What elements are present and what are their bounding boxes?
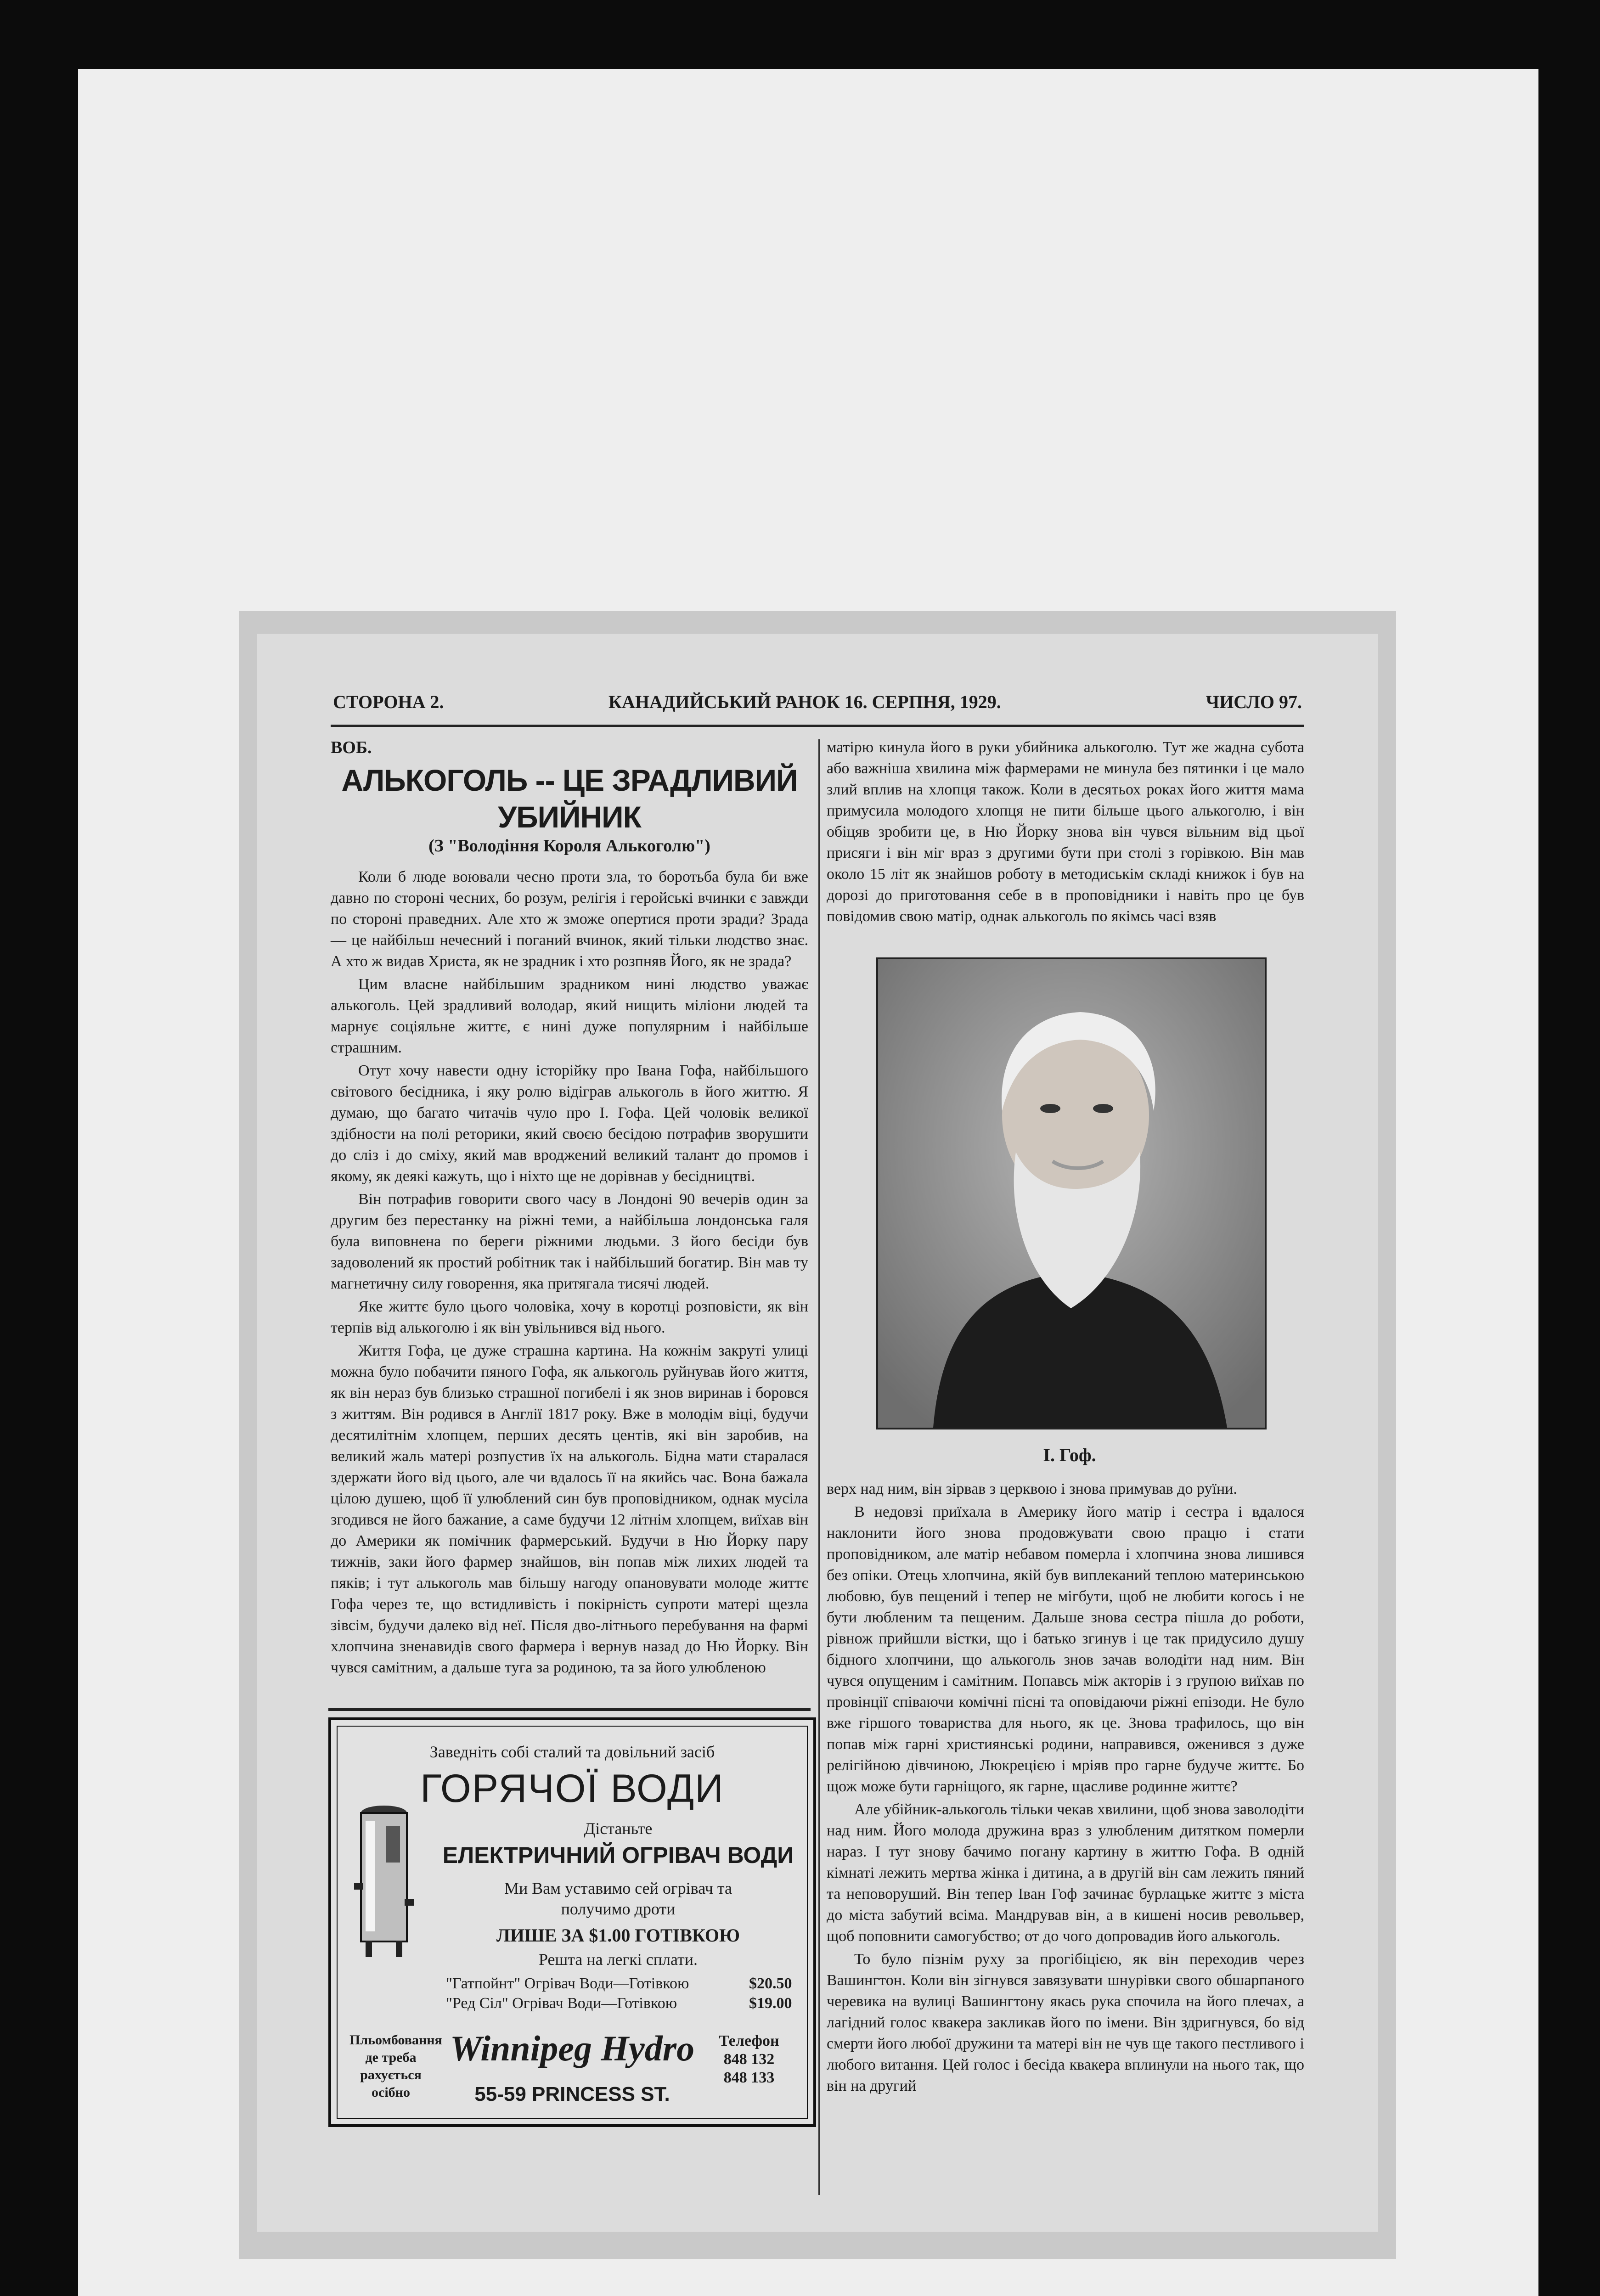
ad-plumbing-4: осібно bbox=[372, 2085, 410, 2100]
right-column-bottom bbox=[827, 1479, 1304, 2099]
paragraph: Яке життє було цього чоловіка, хочу в коротці розповісти, як він терпів від алькоголю і як він увільнився від нього. bbox=[331, 1298, 808, 1336]
paragraph: Отут хочу навести одну історійку про Івана Гофа, найбільшого світового бесідника, і яку ролю відіграв алькоголь в його життю. Я думаю, що багато читачів чуло про І. Гофа. Цей чоловік великої здібности на полі реторики, який своєю бесідою потрафив зворушити до сліз і до сміху, який мав вроджений великий талант до промов і якому, як деякі кажуть, що і ніхто ще не дорівнав у бесідництві. bbox=[331, 1062, 808, 1185]
column-divider bbox=[818, 739, 820, 2195]
header-rule bbox=[331, 725, 1304, 727]
left-column bbox=[331, 737, 808, 1680]
portrait-image bbox=[878, 959, 1265, 1428]
water-heater-icon bbox=[354, 1803, 414, 1959]
paragraph: матірю кинула його в руки убийника алькоголю. Тут же жадна субота або важніша хвилина між фармерами не минула без пятинки і це мало злий вплив на хлопця також. Коли в десятьох роках його життя мама примусила молодого хлопця не пити більше цього алькоголю, і він обіцяв зробити це, в Ню Йорку знова він чувся вільним від цьої присяги і він міг враз з другими бути при столі з горівкою. Він мав около 15 літ як знайшов роботу в методиськім складі книжок і був на дорозі до приготовання себе в в проповідники і навіть про це був повідомив свою матір, однак алькоголь по якімсь часі взяв bbox=[827, 739, 1304, 925]
paragraph: То було пізнім руху за прогібіцією, як він переходив через Вашингтон. Коли він зігнувся завязувати шнурівки свого обшарпаного черевика на вулиці Вашингтону якась рука спочила на його плечах, а лагідний голос квакера закликав його по імени. Він здригнувся, бо від смерти його любої дружини та матері він не чув ще такого пестливого і любого витання. Цей голос і бесіда квакера вплинули на нього так, що він на другий bbox=[827, 1951, 1304, 2094]
ad-plumbing-3: рахується bbox=[360, 2067, 422, 2082]
ad-get-line: Дістаньте bbox=[584, 1819, 653, 1838]
page-header bbox=[333, 691, 1302, 714]
ad-headline: ГОРЯЧОЇ ВОДИ bbox=[420, 1767, 724, 1811]
ad-price-1: $20.50 bbox=[749, 1975, 792, 1992]
paragraph: верх над ним, він зірвав з церквою і знова примував до руїни. bbox=[827, 1480, 1237, 1497]
paragraph: Цим власне найбільшим зрадником нині людство уважає алькоголь. Цей зрадливий володар, який нищить міліони людей та марнує соціяльне життє, є нині дуже популярним і найбільше страшним. bbox=[331, 976, 808, 1056]
section-label: ВОБ. bbox=[331, 738, 372, 757]
ad-install-line: Ми Вам уставимо сей огрівач та bbox=[504, 1879, 732, 1897]
page-number: СТОРОНА 2. bbox=[333, 692, 444, 712]
ad-terms: Решта на легкі сплати. bbox=[538, 1950, 698, 1969]
paragraph: Життя Гофа, це дуже страшна картина. На кожнім закруті улиці можна було побачити пяного Гофа, як алькоголь руйнував його життя, як він нераз був близько страшної погибелі і як знов виринав і боровся з життям. Він родився в Англії 1817 року. Вже в молодім віці, будучи десятилітнім хлопцем, перших десять центів, які він заробив, на великий жаль матері розпустив їх на алькоголь. Бідна мати старалася здержати його від цього, але чи вдалось її на якийсь час. Вона бажала цілою душею, щоб її улюблений син був проповідником, однак мусіла згодився не його бажание, а саме будучи 12 літнім хлопцем, виїхав він до Америки як помічник фармерський. Будучи в Ню Йорку пару тижнів, заки його фармер знайшов, він попав між лихих людей та пяків; і тут алькоголь мав більшу нагоду опановувати молоде життє Гофа через те, що встидливість і покірність супроти матері щезла зівсім, будучи далеко від неї. Після дво-літнього перебування на фармі хлопчина зненавидів свого фармера і вернув назад до Ню Йорку. Він чувся самітним, а дальше туга за родиною, та за його улюбленою bbox=[331, 1342, 808, 1676]
portrait-caption: І. Гоф. bbox=[1043, 1445, 1096, 1465]
paragraph: В недовзі приїхала в Америку його матір і сестра і вдалося наклонити його знова продовжувати свою працю і стати проповідником, але матір небавом померла і хлопчина знова лишився без опіки. Отець хлопчина, якій був виплеканий теплою материнською любовю, був пещений і тепер не мігбути, щоб не любити когось і не бути любленим та пещеним. Дальше знова сестра пішла до роботи, рівнож прийшли вістки, що і батько згинув і це так придусило душу бідного хлопчини, що алькоголь знов зачав володіти над ним. Він чувся опущеним і самітним. Попавсь між акторів і з групою виїхав по провінції співаючи комічні пісні та оповідаючи ріжні епізоди. Не було вже гіршого товариства для нього, як це. Знова трафилось, що він попав між гарні християнські родини, направився, оженився з дуже релігійною дівчиною, Люкрецією і мріяв про гарне будуче життє. Бо щож може бути гарніщого, як гарне, щасливе родинне життє? bbox=[827, 1503, 1304, 1795]
ad-product-heading: ЕЛЕКТРИЧНИЙ ОГРІВАЧ ВОДИ bbox=[442, 1842, 794, 1868]
masthead-date: КАНАДИЙСЬКИЙ РАНОК 16. СЕРПНЯ, 1929. bbox=[608, 692, 1001, 712]
ad-product-1: "Гатпойнт" Огрівач Води—Готівкою bbox=[446, 1975, 689, 1992]
newspaper-page bbox=[257, 634, 1378, 2232]
paragraph: Але убійник-алькоголь тільки чекав хвилини, щоб знова заволодіти над ним. Його молода дружина враз з улюбленим дитятком померли нараз. І тут знову бачимо погану картину в життю Гофа. В одній кімнаті лежить мертва жінка і дитина, а в другій він сам лежить пяний та неповоруший. Він тепер Іван Гоф зачинає бурлацьке життє з міста до міста забутий всіма. Мандрував він, а в кишені носив револьвер, щоб поповнити самогубство; от до чого допровадив його алькоголь. bbox=[827, 1801, 1304, 1945]
ad-phone-label: Телефон bbox=[719, 2032, 779, 2049]
winnipeg-hydro-logo: Winnipeg Hydro bbox=[450, 2028, 695, 2068]
ad-plumbing-1: Пльомбовання bbox=[349, 2032, 442, 2048]
ad-phone-1: 848 132 bbox=[723, 2051, 775, 2068]
water-heater-advertisement bbox=[328, 1717, 816, 2127]
paragraph: Він потрафив говорити свого часу в Лондоні 90 вечерів один за другим без перестанку на ріжні теми, а найбільша лондонська галя була виповнена по береги ріжними людьми. З його бесіди був задоволений як простий робітник так і найбільший богатир. Він мав ту магнетичну силу говорення, яка притягала тисячі людей. bbox=[331, 1191, 808, 1292]
portrait-photo-john-gough bbox=[876, 957, 1267, 1429]
ad-address: 55-59 PRINCESS ST. bbox=[474, 2083, 670, 2105]
ad-phone-2: 848 133 bbox=[723, 2069, 775, 2086]
paragraph: Коли б люде воювали чесно проти зла, то боротьба була би вже давно по стороні чесних, бо розум, релігія і геройські вчинки є завжди по стороні праведних. Але хто ж зможе опертися проти зради? Зрада — це найбільш нечесний і поганий вчинок, який тільки людство знає. А хто ж видав Христа, як не зрадник і хто розпняв Його, як не зрада? bbox=[331, 868, 808, 970]
issue-number: ЧИСЛО 97. bbox=[1206, 692, 1302, 712]
ad-price-offer: ЛИШЕ ЗА $1.00 ГОТІВКОЮ bbox=[496, 1925, 740, 1946]
ad-intro: Заведніть собі сталий та довільний засіб bbox=[429, 1743, 715, 1761]
ad-price-2: $19.00 bbox=[749, 1995, 792, 2012]
ad-product-2: "Ред Сіл" Огрівач Води—Готівкою bbox=[446, 1995, 677, 2012]
article-subtitle: (З "Володіння Короля Алькоголю") bbox=[428, 836, 710, 855]
article-title: АЛЬКОГОЛЬ -- ЦЕ ЗРАДЛИВИЙ УБИЙНИК bbox=[341, 763, 798, 834]
ad-wires-line: получимо дроти bbox=[561, 1900, 676, 1918]
ad-plumbing-2: де треба bbox=[365, 2050, 417, 2065]
right-column-top bbox=[827, 737, 1304, 929]
ad-top-rule bbox=[328, 1708, 811, 1711]
